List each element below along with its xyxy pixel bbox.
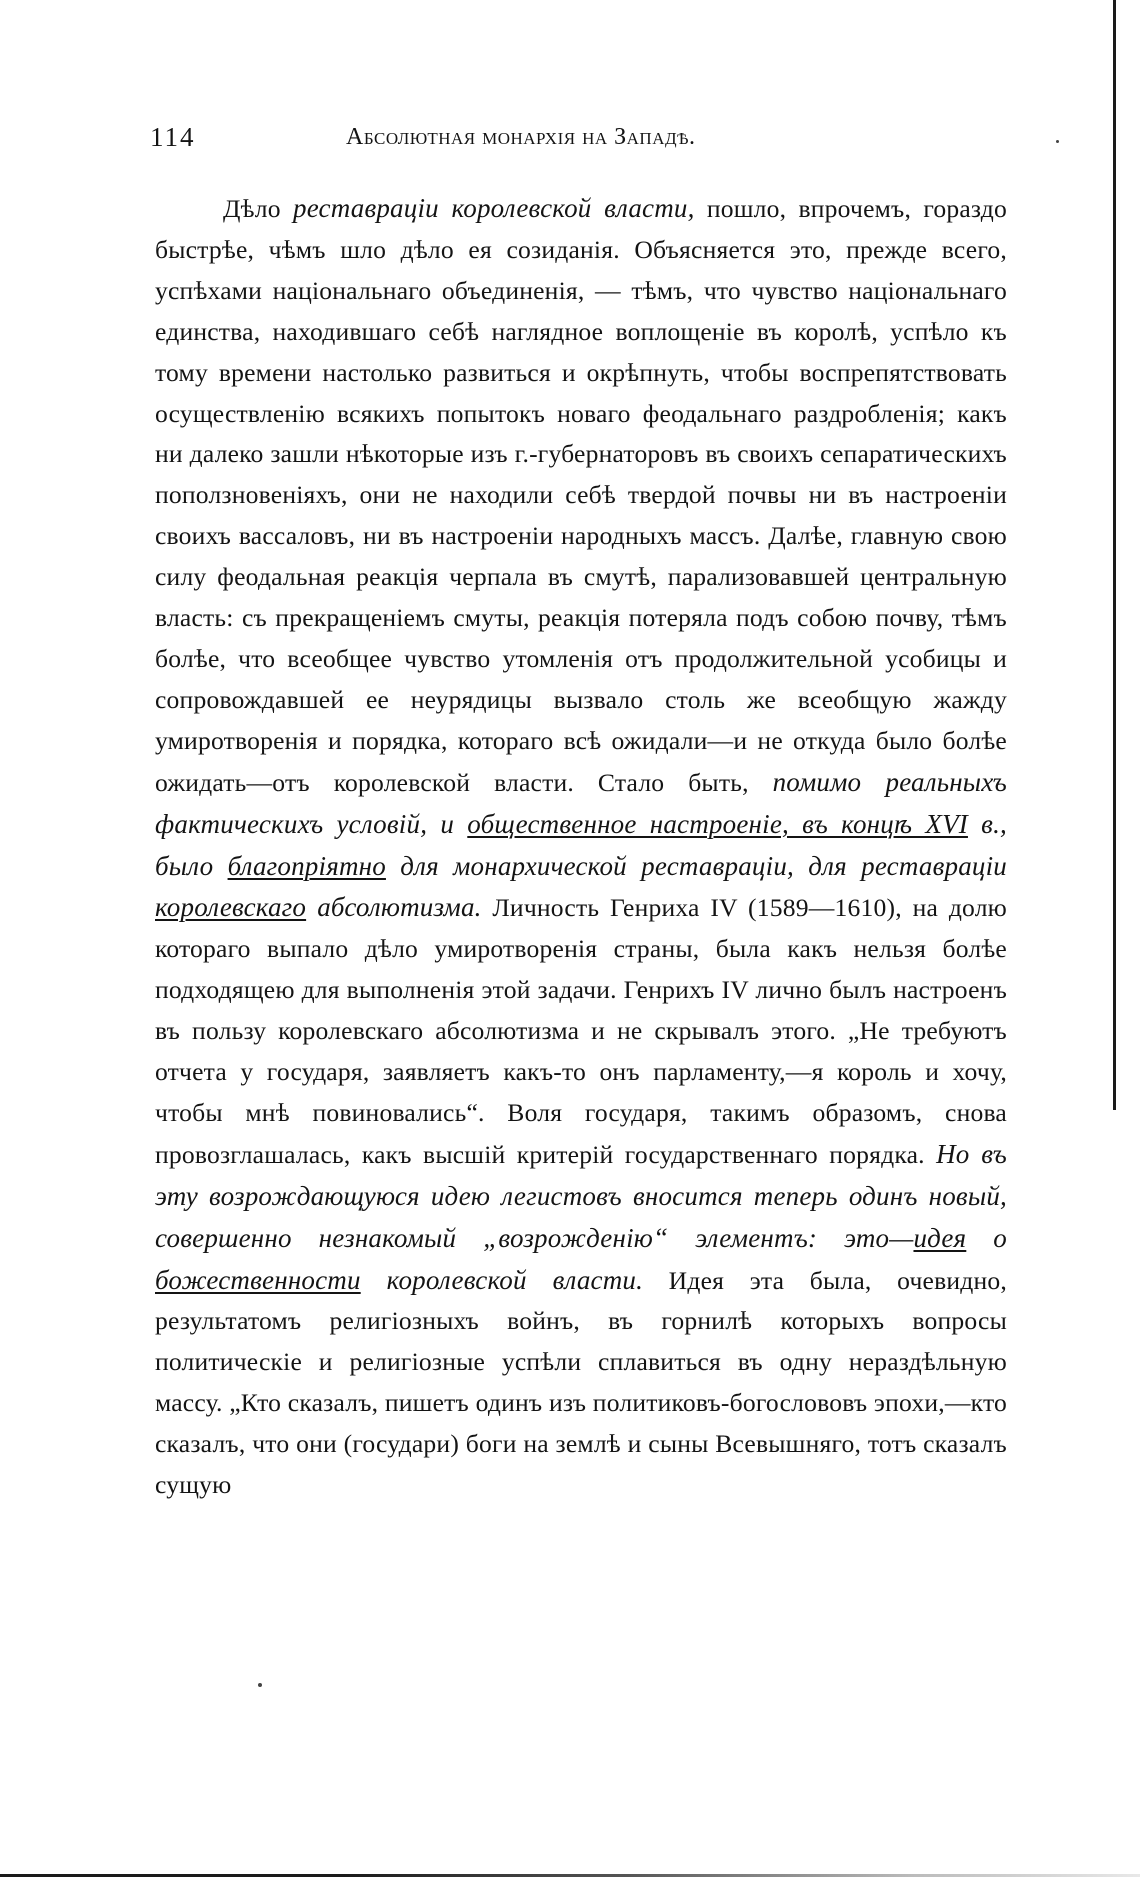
underlined-emphasis: королевскаго <box>155 892 307 923</box>
emphasis-text: в., было <box>155 808 1007 881</box>
emphasis-text: Но въ эту возрождающуюся идею легистовъ вносится теперь одинъ новый, совершенно незнакомый „возрожденію“ элементъ: это— <box>155 1138 1007 1253</box>
text-run: Личность Генриха IV (1589—1610), на долю котораго выпало дѣло умиротворенія страны, была какъ нельзя болѣе подходящею для выполненія этой задачи. Генрихъ IV лично былъ настроенъ въ пользу королевскаго абсолютизма и не скрывалъ этого. „Не требуютъ отчета у государя, заявляетъ какъ-то онъ парламенту,—я король и хочу, чтобы мнѣ повиновались“. Воля государя, такимъ образомъ, снова провозглашалась, какъ высшій критерій государственнаго порядка. <box>155 893 1007 1169</box>
emphasis-text: королевской власти. <box>360 1264 644 1295</box>
underlined-emphasis: общественное настроеніе, въ концѣ XVI <box>467 808 968 839</box>
emphasis-text: абсолютизма. <box>306 892 482 923</box>
underlined-emphasis: идея <box>913 1222 967 1253</box>
scan-speck <box>1056 140 1059 143</box>
emphasis-text: о <box>966 1222 1007 1253</box>
text-run: Дѣло <box>223 194 293 223</box>
text-run: Идея эта была, очевидно, результатомъ религіозныхъ войнъ, въ горнилѣ которыхъ вопросы политическіе и религіозные успѣли сплавиться въ одну нераздѣльную массу. „Кто сказалъ, пишетъ одинъ изъ политиковъ-богослововъ эпохи,—кто сказалъ, что они (государи) боги на землѣ и сыны Всевышняго, тотъ сказалъ сущую <box>155 1265 1007 1500</box>
binding-edge-line <box>1113 0 1116 1110</box>
text-run: пошло, впрочемъ, гораздо быстрѣе, чѣмъ шло дѣло ея созиданія. Объясняется это, прежде всего, успѣхами національнаго объединенія, — тѣмъ, что чувство національнаго единства, находившаго себѣ наглядное воплощеніе въ королѣ, успѣло къ тому времени настолько развиться и окрѣпнуть, чтобы воспрепятствовать осуществленію всякихъ попытокъ новаго феодальнаго раздробленія; какъ ни далеко зашли нѣкоторые изъ г.-губернаторовъ въ своихъ сепаратическихъ поползновеніяхъ, они не находили себѣ твердой почвы ни въ настроеніи своихъ вассаловъ, ни въ настроеніи народныхъ массъ. Далѣе, главную свою силу феодальная реакція черпала въ смутѣ, парализовавшей центральную власть: съ прекращеніемъ смуты, реакція потеряла подъ собою почву, тѣмъ болѣе, что всеобщее чувство утомленія отъ продолжительной усобицы и сопровождавшей ее неурядицы вызвало столь же всеобщую жажду умиротворенія и порядка, котораго всѣ ожидали—и не откуда было болѣе ожидать—отъ королевской власти. Стало быть, <box>155 194 1008 797</box>
emphasis-text: помимо реальныхъ фактическихъ условій, и <box>155 766 1008 839</box>
underlined-emphasis: божественности <box>155 1264 361 1295</box>
running-title: Абсолютная монархія на Западѣ. <box>346 124 696 150</box>
running-head <box>150 122 1000 162</box>
page-number: 114 <box>150 122 196 152</box>
emphasis-text: для монархической реставраціи, для реставраціи <box>385 850 1007 881</box>
underlined-emphasis: благопріятно <box>227 850 386 881</box>
emphasis-text: реставраціи королевской власти, <box>293 193 695 223</box>
bottom-scan-edge <box>0 1874 1140 1877</box>
body-paragraph <box>155 188 1007 1506</box>
scan-speck <box>258 1683 262 1687</box>
